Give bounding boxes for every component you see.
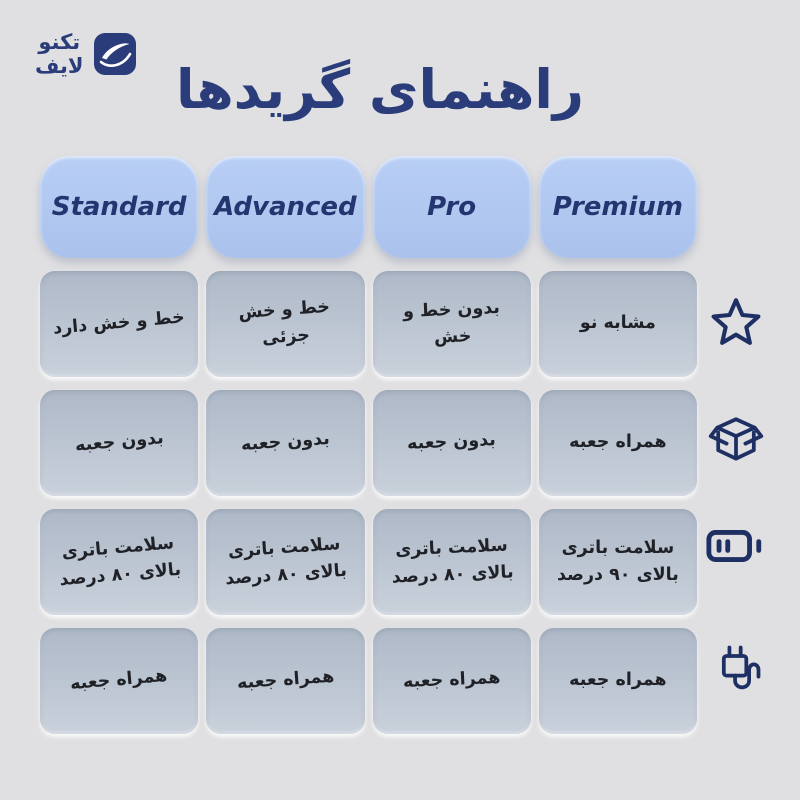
cell-text: همراه جعبه — [569, 432, 667, 453]
plug-icon — [706, 640, 766, 700]
grade-header-premium-label: Premium — [552, 192, 684, 222]
cell-text: همراه جعبه — [569, 670, 667, 691]
cell-box-standard — [40, 390, 198, 496]
cell-text: همراه جعبه — [69, 666, 169, 695]
cell-battery-pro — [373, 509, 531, 615]
cell-condition-premium — [539, 271, 697, 377]
grade-header-pro — [373, 156, 531, 258]
cell-text: بدون خط و خش — [402, 297, 500, 348]
star-icon — [707, 293, 765, 351]
cell-text: بدون جعبه — [240, 429, 331, 456]
cell-text: بدون جعبه — [406, 430, 497, 455]
cell-text: خط و خش دارد — [52, 307, 186, 340]
grade-header-premium — [539, 156, 697, 258]
cell-text: سلامت باتری بالای ۸۰ درصد — [390, 535, 514, 588]
grade-header-pro-label: Pro — [427, 192, 477, 222]
cell-condition-standard — [40, 271, 198, 377]
row-icons — [700, 271, 772, 734]
brand-name-line2: لایف — [35, 54, 84, 79]
cell-condition-advanced — [206, 271, 364, 377]
cell-box-pro — [373, 390, 531, 496]
cell-text: همراه جعبه — [402, 668, 501, 693]
cell-charger-advanced — [206, 628, 364, 734]
cell-text: همراه جعبه — [236, 667, 335, 694]
cell-battery-advanced — [206, 509, 364, 615]
row-icon-box — [700, 387, 772, 490]
cell-battery-standard — [40, 509, 198, 615]
grades-grid — [40, 156, 697, 734]
cell-charger-pro — [373, 628, 531, 734]
row-icon-battery — [700, 495, 772, 598]
cell-charger-premium — [539, 628, 697, 734]
row-icon-charger — [700, 618, 772, 721]
grade-header-advanced-label: Advanced — [214, 192, 357, 222]
page-title: راهنمای گریدها — [175, 58, 585, 121]
cell-text: خط و خش جزئی — [237, 296, 331, 349]
row-icon-condition — [700, 271, 772, 374]
cell-text: بدون جعبه — [73, 428, 165, 457]
box-icon — [706, 408, 766, 468]
cell-text: مشابه نو — [579, 313, 656, 334]
cell-text: سلامت باتری بالای ۸۰ درصد — [224, 534, 348, 590]
cell-battery-premium — [539, 509, 697, 615]
cell-text: سلامت باتری بالای ۸۰ درصد — [58, 533, 182, 591]
battery-icon — [705, 521, 767, 571]
grade-header-standard — [40, 156, 198, 258]
cell-condition-pro — [373, 271, 531, 377]
cell-box-premium — [539, 390, 697, 496]
cell-charger-standard — [40, 628, 198, 734]
cell-box-advanced — [206, 390, 364, 496]
cell-text: سلامت باتری بالای ۹۰ درصد — [556, 537, 679, 585]
grade-header-advanced — [206, 156, 364, 258]
grade-header-standard-label: Standard — [51, 192, 187, 222]
brand-name-line1: تکنو — [38, 30, 81, 54]
